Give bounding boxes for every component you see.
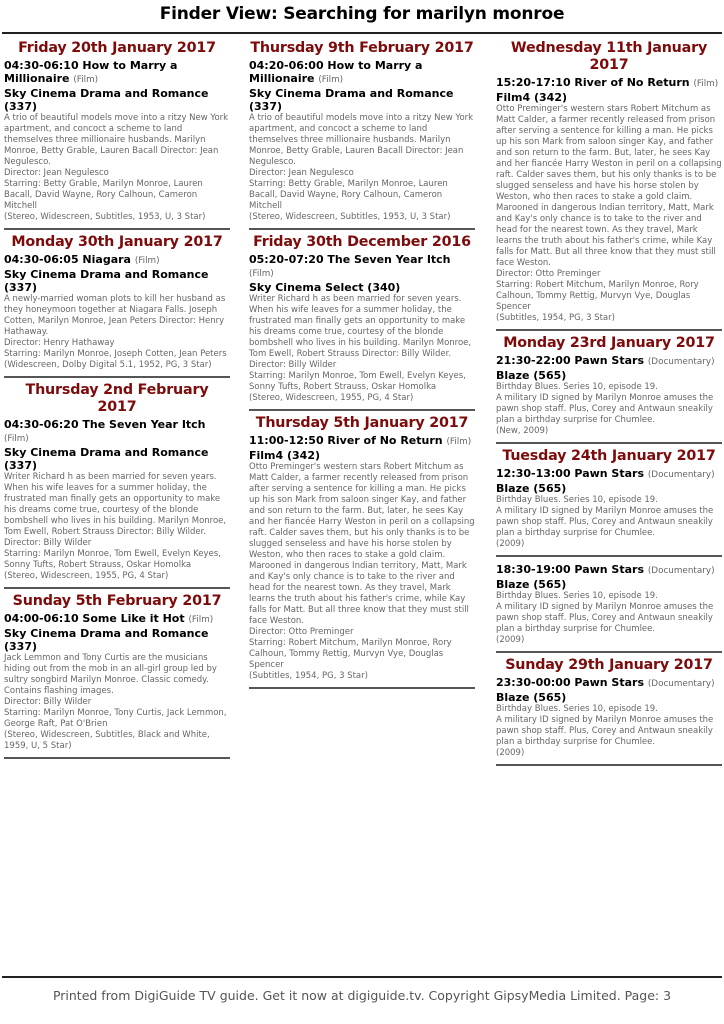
programme-genre: (Film) xyxy=(446,437,472,447)
programme-title-line xyxy=(496,676,722,691)
programme-title-line xyxy=(4,253,230,268)
programme-director: A military ID signed by Marilyn Monroe amuses the pawn shop staff. Plus, Corey and Antwaun sneakily plan a birthday surprise for Chumlee. xyxy=(496,602,714,634)
programme-info: (2009) xyxy=(496,748,525,758)
listing-entry xyxy=(249,415,475,689)
programme-time-title[interactable]: 04:30-06:05 Niagara xyxy=(4,253,131,266)
programme-director: Director: Jean Negulesco xyxy=(249,168,354,178)
programme-title-line xyxy=(4,59,230,87)
page-title: Finder View: Searching for marilyn monroe xyxy=(159,4,565,24)
programme[interactable] xyxy=(496,354,722,437)
programme-description: Birthday Blues. Series 10, episode 19. xyxy=(496,382,658,392)
programme-time-title[interactable]: 04:20-06:00 How to Marry a Millionaire xyxy=(249,59,423,85)
programme-info: (Subtitles, 1954, PG, 3 Star) xyxy=(496,313,615,323)
date-heading: Wednesday 11th January 2017 xyxy=(510,40,708,73)
programme-director: A military ID signed by Marilyn Monroe amuses the pawn shop staff. Plus, Corey and Antwaun sneakily plan a birthday surprise for Chumlee. xyxy=(496,715,714,747)
programme[interactable] xyxy=(249,434,475,682)
bottom-divider xyxy=(2,976,722,978)
programme-starring: Starring: Marilyn Monroe, Tom Ewell, Evelyn Keyes, Sonny Tufts, Robert Strauss, Oskar Homolka xyxy=(4,549,221,570)
channel-name: Sky Cinema Drama and Romance (337) xyxy=(4,87,209,113)
programme[interactable] xyxy=(4,253,230,371)
channel-name: Sky Cinema Drama and Romance (337) xyxy=(249,87,454,113)
date-heading: Tuesday 24th January 2017 xyxy=(502,448,716,464)
programme-description: Birthday Blues. Series 10, episode 19. xyxy=(496,704,658,714)
date-heading: Friday 30th December 2016 xyxy=(253,234,471,250)
programme-description: Writer Richard h as been married for seven years. When his wife leaves for a summer holiday, the frustrated man finally gets an opportunity to make his dreams come true, courtesy of the blonde bombshell who lives in his building. Marilyn Monroe, Tom Ewell, Robert Strauss Director: Billy Wilder. xyxy=(4,472,227,537)
programme-title-line xyxy=(249,253,475,281)
programme-director: Director: Billy Wilder xyxy=(249,360,337,370)
programme-starring: Starring: Marilyn Monroe, Tom Ewell, Evelyn Keyes, Sonny Tufts, Robert Strauss, Oskar Homolka xyxy=(249,371,466,392)
programme-title-line xyxy=(4,418,230,446)
programme-genre: (Film) xyxy=(693,79,719,89)
programme-info: (New, 2009) xyxy=(496,426,549,436)
programme-genre: (Film) xyxy=(188,615,214,625)
date-heading: Thursday 5th January 2017 xyxy=(255,415,469,431)
date-heading: Sunday 29th January 2017 xyxy=(505,657,713,673)
column-2 xyxy=(249,40,475,693)
date-heading: Monday 30th January 2017 xyxy=(11,234,223,250)
programme-description: A trio of beautiful models move into a ritzy New York apartment, and concoct a scheme to land themselves three millionaire husbands. Marilyn Monroe, Betty Grable, Lauren Bacall Director: Jean Negulesco. xyxy=(4,113,229,167)
column-1 xyxy=(4,40,230,763)
listing-entry xyxy=(4,40,230,230)
programme-title-line xyxy=(249,59,475,87)
programme-starring: Starring: Betty Grable, Marilyn Monroe, Lauren Bacall, David Wayne, Rory Calhoun, Cameron Mitchell xyxy=(249,179,448,211)
programme-genre: (Film) xyxy=(134,256,160,266)
programme-director: Director: Henry Hathaway xyxy=(4,338,115,348)
programme-genre: (Film) xyxy=(318,75,344,85)
programme-info: (2009) xyxy=(496,635,525,645)
listing-entry xyxy=(496,40,722,331)
programme-title-line xyxy=(4,612,230,627)
programme-genre: (Film) xyxy=(4,434,29,444)
date-heading: Thursday 9th February 2017 xyxy=(250,40,474,56)
channel-name: Sky Cinema Drama and Romance (337) xyxy=(4,446,209,472)
programme[interactable] xyxy=(249,59,475,223)
programme-info: (Stereo, Widescreen, 1955, PG, 4 Star) xyxy=(249,393,414,403)
listing-entry xyxy=(4,234,230,378)
column-3 xyxy=(496,40,722,770)
programme-genre: (Documentary) xyxy=(647,470,715,480)
programme-description: Otto Preminger's western stars Robert Mitchum as Matt Calder, a farmer recently released from prison after serving a sentence for killing a man. He picks up his son Mark from saloon singer Kay, and father and son return to the farm. But, later, he sees Kay and her fiancée Harry Weston in peril on a collapsing raft. Calder saves them, but his only thanks is to be slugged senseless and have his horse stolen by Weston, who then races to stake a gold claim. Marooned in dangerous Indian territory, Matt, Mark and Kay's only chance is to take to the river and head for the nearest town. As they travel, Mark learns the truth about his father's crime, while Kay falls for Matt. But all three know that they must still face Weston. xyxy=(249,462,475,626)
programme-director: Director: Jean Negulesco xyxy=(4,168,109,178)
programme-time-title[interactable]: 04:30-06:10 How to Marry a Millionaire xyxy=(4,59,178,85)
programme[interactable] xyxy=(4,418,230,582)
listing-entry xyxy=(496,335,722,444)
channel-name: Blaze (565) xyxy=(496,369,567,382)
date-heading: Sunday 5th February 2017 xyxy=(12,593,222,609)
programme-info: (Subtitles, 1954, PG, 3 Star) xyxy=(249,671,368,681)
programme-director: A military ID signed by Marilyn Monroe amuses the pawn shop staff. Plus, Corey and Antwaun sneakily plan a birthday surprise for Chumlee. xyxy=(496,506,714,538)
programme-director: Director: Otto Preminger xyxy=(249,627,354,637)
programme-time-title[interactable]: 15:20-17:10 River of No Return xyxy=(496,76,690,89)
programme-info: (Stereo, Widescreen, Subtitles, Black and White, 1959, U, 5 Star) xyxy=(4,730,210,751)
channel-name: Blaze (565) xyxy=(496,691,567,704)
programme-director: Director: Billy Wilder xyxy=(4,538,92,548)
listing-entry xyxy=(496,448,722,653)
programme-time-title[interactable]: 18:30-19:00 Pawn Stars xyxy=(496,563,645,576)
programme-starring: Starring: Robert Mitchum, Marilyn Monroe, Rory Calhoun, Tommy Rettig, Murvyn Vye, Douglas Spencer xyxy=(496,280,699,312)
programme-time-title[interactable]: 04:00-06:10 Some Like it Hot xyxy=(4,612,185,625)
programme-info: (Widescreen, Dolby Digital 5.1, 1952, PG, 3 Star) xyxy=(4,360,212,370)
channel-name: Sky Cinema Drama and Romance (337) xyxy=(4,268,209,294)
footer-text: Printed from DigiGuide TV guide. Get it now at digiguide.tv. Copyright GipsyMedia Limited. Page: 3 xyxy=(52,988,672,1003)
programme-description: A newly-married woman plots to kill her husband as they honeymoon together at Niagara Falls. Joseph Cotten, Marilyn Monroe, Jean Peters Director: Henry Hathaway. xyxy=(4,294,226,337)
channel-name: Sky Cinema Drama and Romance (337) xyxy=(4,627,209,653)
programme-starring: Starring: Marilyn Monroe, Tony Curtis, Jack Lemmon, George Raft, Pat O'Brien xyxy=(4,708,227,729)
programme-starring: Starring: Robert Mitchum, Marilyn Monroe, Rory Calhoun, Tommy Rettig, Murvyn Vye, Douglas Spencer xyxy=(249,638,452,670)
listing-entry xyxy=(4,593,230,759)
programme-info: (Stereo, Widescreen, 1955, PG, 4 Star) xyxy=(4,571,169,581)
programme-info: (Stereo, Widescreen, Subtitles, 1953, U, 3 Star) xyxy=(4,212,206,222)
date-heading: Monday 23rd January 2017 xyxy=(503,335,715,351)
programme-genre: (Film) xyxy=(73,75,99,85)
programme-time-title[interactable]: 23:30-00:00 Pawn Stars xyxy=(496,676,645,689)
programme-description: Birthday Blues. Series 10, episode 19. xyxy=(496,495,658,505)
programme[interactable] xyxy=(4,59,230,223)
programme[interactable] xyxy=(249,253,475,404)
channel-name: Sky Cinema Select (340) xyxy=(249,281,401,294)
programme-title-line xyxy=(496,354,722,369)
programme-title-line xyxy=(249,434,475,449)
programme-time-title[interactable]: 05:20-07:20 The Seven Year Itch xyxy=(249,253,451,266)
programme[interactable] xyxy=(496,76,722,324)
programme-starring: Starring: Betty Grable, Marilyn Monroe, Lauren Bacall, David Wayne, Rory Calhoun, Cameron Mitchell xyxy=(4,179,203,211)
programme-director: Director: Billy Wilder xyxy=(4,697,92,707)
programme-genre: (Documentary) xyxy=(647,357,715,367)
listing-entry xyxy=(4,382,230,589)
programme[interactable] xyxy=(496,676,722,759)
programme-time-title[interactable]: 21:30-22:00 Pawn Stars xyxy=(496,354,645,367)
programme-description: Birthday Blues. Series 10, episode 19. xyxy=(496,591,658,601)
programme-time-title[interactable]: 04:30-06:20 The Seven Year Itch xyxy=(4,418,206,431)
listing-entry xyxy=(249,40,475,230)
programme-director: A military ID signed by Marilyn Monroe amuses the pawn shop staff. Plus, Corey and Antwaun sneakily plan a birthday surprise for Chumlee. xyxy=(496,393,714,425)
programme-description: Otto Preminger's western stars Robert Mitchum as Matt Calder, a farmer recently released from prison after serving a sentence for killing a man. He picks up his son Mark from saloon singer Kay, and father and son return to the farm. But, later, he sees Kay and her fiancée Harry Weston in peril on a collapsing raft. Calder saves them, but his only thanks is to be slugged senseless and have his horse stolen by Weston, who then races to stake a gold claim. Marooned in dangerous Indian territory, Matt, Mark and Kay's only chance is to take to the river and head for the nearest town. As they travel, Mark learns the truth about his father's crime, while Kay falls for Matt. But all three know that they must still face Weston. xyxy=(496,104,722,268)
listing-entry xyxy=(249,234,475,411)
programme-title-line xyxy=(496,563,722,578)
channel-name: Blaze (565) xyxy=(496,482,567,495)
programme-info: (Stereo, Widescreen, Subtitles, 1953, U, 3 Star) xyxy=(249,212,451,222)
channel-name: Film4 (342) xyxy=(496,91,568,104)
programme-title-line xyxy=(496,467,722,482)
channel-name: Blaze (565) xyxy=(496,578,567,591)
programme-genre: (Documentary) xyxy=(647,679,715,689)
programme[interactable] xyxy=(496,467,722,550)
programme[interactable] xyxy=(496,555,722,646)
channel-name: Film4 (342) xyxy=(249,449,321,462)
programme-description: Writer Richard h as been married for seven years. When his wife leaves for a summer holiday, the frustrated man finally gets an opportunity to make his dreams come true, courtesy of the blonde bombshell who lives in his building. Marilyn Monroe, Tom Ewell, Robert Strauss Director: Billy Wilder. xyxy=(249,294,472,359)
programme-director: Director: Otto Preminger xyxy=(496,269,601,279)
date-heading: Friday 20th January 2017 xyxy=(18,40,216,56)
programme-genre: (Film) xyxy=(249,269,274,279)
programme-genre: (Documentary) xyxy=(647,566,715,576)
programme-info: (2009) xyxy=(496,539,525,549)
programme[interactable] xyxy=(4,612,230,752)
listing-entry xyxy=(496,657,722,766)
programme-description: A trio of beautiful models move into a ritzy New York apartment, and concoct a scheme to land themselves three millionaire husbands. Marilyn Monroe, Betty Grable, Lauren Bacall Director: Jean Negulesco. xyxy=(249,113,474,167)
programme-description: Jack Lemmon and Tony Curtis are the musicians hiding out from the mob in an all-girl group led by sultry songbird Marilyn Monroe. Classic comedy. Contains flashing images. xyxy=(4,653,217,696)
top-divider xyxy=(2,32,722,34)
programme-time-title[interactable]: 12:30-13:00 Pawn Stars xyxy=(496,467,645,480)
date-heading: Thursday 2nd February 2017 xyxy=(25,382,209,415)
programme-starring: Starring: Marilyn Monroe, Joseph Cotten, Jean Peters xyxy=(4,349,227,359)
programme-time-title[interactable]: 11:00-12:50 River of No Return xyxy=(249,434,443,447)
programme-title-line xyxy=(496,76,722,91)
